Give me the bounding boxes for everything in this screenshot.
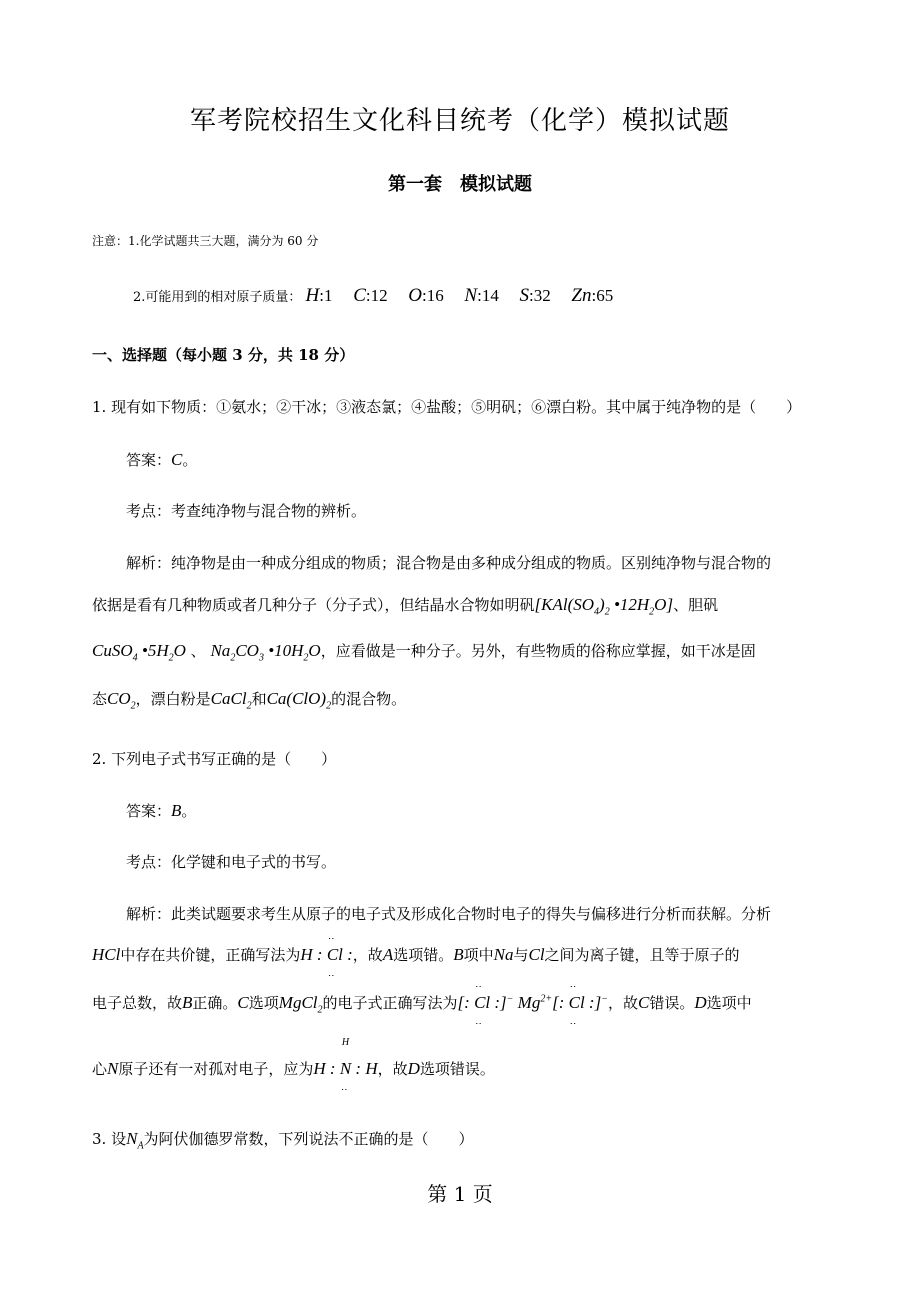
text-segment: 的电子式正确写法为: [322, 994, 458, 1012]
text-segment: 3. 设: [92, 1130, 127, 1148]
text-segment: ，应看做是一种分子。另外，有些物质的俗称应掌握，如干冰是固: [320, 642, 756, 660]
option-d: D: [407, 1059, 420, 1078]
page-title: 军考院校招生文化科目统考（化学）模拟试题: [189, 106, 730, 136]
text-segment: 、胆矾: [673, 596, 719, 614]
q1-topic: 考点：考查纯净物与混合物的辨析。: [126, 502, 367, 520]
text-segment: 和: [251, 690, 267, 708]
answer-end: 。: [182, 451, 198, 469]
text-segment: ，故: [607, 994, 638, 1012]
text-segment: 选项中: [706, 994, 752, 1012]
note-line-2-prefix: 2.可能用到的相对原子质量：: [133, 290, 302, 305]
q2-answer: [126, 800, 196, 821]
n-symbol: N: [107, 1059, 119, 1078]
na2co3-formula: $Na_2CO_3$ $•10H_2O$: [210, 641, 321, 664]
mass-element: O: [408, 285, 423, 306]
option-a: A: [382, 945, 394, 964]
text-segment: 电子总数，故: [92, 994, 183, 1012]
answer-value: B: [171, 801, 182, 820]
text-segment: 态: [92, 690, 108, 708]
option-c: C: [637, 993, 650, 1012]
mgcl2-electron-formula: [: ‥ Cl ‥ :]− $Mg^{2+}$[: ‥ Cl ‥ :]−: [458, 993, 608, 1012]
co2-formula: $CO_2$: [107, 689, 136, 712]
mass-value: :16: [422, 286, 444, 305]
mass-value: :1: [319, 286, 333, 305]
answer-end: 。: [181, 802, 197, 820]
mgcl2-formula: MgCl$_2$: [278, 993, 323, 1016]
nh3-electron-formula: H : H N ‥ : H: [313, 1059, 377, 1078]
mass-value: :32: [529, 286, 551, 305]
q1-explanation-1: 解析：纯净物是由一种成分组成的物质；混合物是由多种成分组成的物质。区别纯净物与混合物的: [126, 554, 772, 572]
text-segment: 选项错。: [393, 946, 454, 964]
hcl-formula: HCl: [92, 945, 121, 964]
cuso4-formula: CuSO$_4$ $•5H_2O$: [92, 641, 186, 664]
mass-value: :12: [365, 286, 388, 305]
answer-label: 答案：: [126, 802, 172, 820]
q1-answer: [126, 449, 197, 470]
note-line-1: 注意：1.化学试题共三大题，满分为 60 分: [92, 234, 319, 248]
text-segment: ，故: [352, 946, 383, 964]
hcl-electron-formula: H : ‥ Cl ‥ :: [300, 945, 352, 964]
mass-element: C: [353, 285, 366, 306]
section-heading-choice: 一、选择题（每小题 3 分，共 18 分）: [92, 346, 355, 364]
q2-explanation-4: [92, 1037, 495, 1079]
q1-explanation-2: [92, 594, 718, 617]
option-c: C: [237, 993, 249, 1012]
text-segment: 错误。: [649, 994, 695, 1012]
q2-explanation-1: 解析：此类试题要求考生从原子的电子式及形成化合物时电子的得失与偏移进行分析而获解。分析: [126, 905, 772, 923]
q3-question: [92, 1128, 474, 1151]
text-segment: 中存在共价键，正确写法为: [120, 946, 301, 964]
text-segment: 依据是看有几种物质或者几种分子（分子式），但结晶水合物如明矾: [92, 596, 535, 614]
mass-value: :65: [591, 286, 614, 305]
text-segment: 项中: [463, 946, 494, 964]
text-segment: ，漂白粉是: [135, 690, 211, 708]
na-symbol: Na: [493, 945, 514, 964]
answer-value: C: [171, 450, 183, 469]
option-b: B: [453, 945, 464, 964]
q2-question: 2. 下列电子式书写正确的是（ ）: [92, 750, 337, 768]
text-segment: 正确。: [192, 994, 238, 1012]
option-b: B: [182, 993, 193, 1012]
mass-element: S: [519, 285, 530, 306]
text-segment: 的混合物。: [331, 690, 407, 708]
mass-value: :14: [477, 286, 499, 305]
q2-topic: 考点：化学键和电子式的书写。: [126, 853, 337, 871]
option-d: D: [694, 993, 707, 1012]
na-constant: $N_A$: [126, 1129, 144, 1152]
caclo2-formula: $Ca(ClO)_2$: [266, 689, 332, 712]
text-segment: 与: [513, 946, 529, 964]
cacl2-formula: CaCl$_2$: [210, 689, 252, 712]
q1-explanation-4: [92, 688, 406, 711]
text-segment: 心: [92, 1060, 108, 1078]
q2-explanation-3: [92, 992, 752, 1015]
text-segment: 原子还有一对孤对电子，应为: [118, 1060, 314, 1078]
text-segment: 选项错误。: [419, 1060, 495, 1078]
q1-explanation-3: [92, 640, 756, 663]
q1-question: 1. 现有如下物质：①氨水；②干冰；③液态氯；④盐酸；⑤明矾；⑥漂白粉。其中属于纯净物的是（ ）: [92, 398, 802, 416]
alum-formula: [$KAl(SO_4)_2$ $•12H_2O$]: [534, 595, 674, 618]
q2-explanation-2: [92, 944, 740, 965]
mass-element: Zn: [571, 285, 592, 306]
cl-symbol: Cl: [528, 945, 545, 964]
note-line-2: [133, 285, 613, 307]
page-subtitle: 第一套 模拟试题: [388, 174, 532, 195]
page-footer: 第 1 页: [427, 1182, 493, 1206]
text-segment: 之间为离子键，且等于原子的: [544, 946, 740, 964]
text-segment: 为阿伏伽德罗常数，下列说法不正确的是（ ）: [143, 1130, 474, 1148]
answer-label: 答案：: [126, 451, 172, 469]
mass-element: N: [464, 285, 478, 306]
mass-element: H: [305, 285, 320, 306]
text-segment: 、: [190, 642, 206, 660]
text-segment: 选项: [248, 994, 279, 1012]
text-segment: ，故: [377, 1060, 408, 1078]
